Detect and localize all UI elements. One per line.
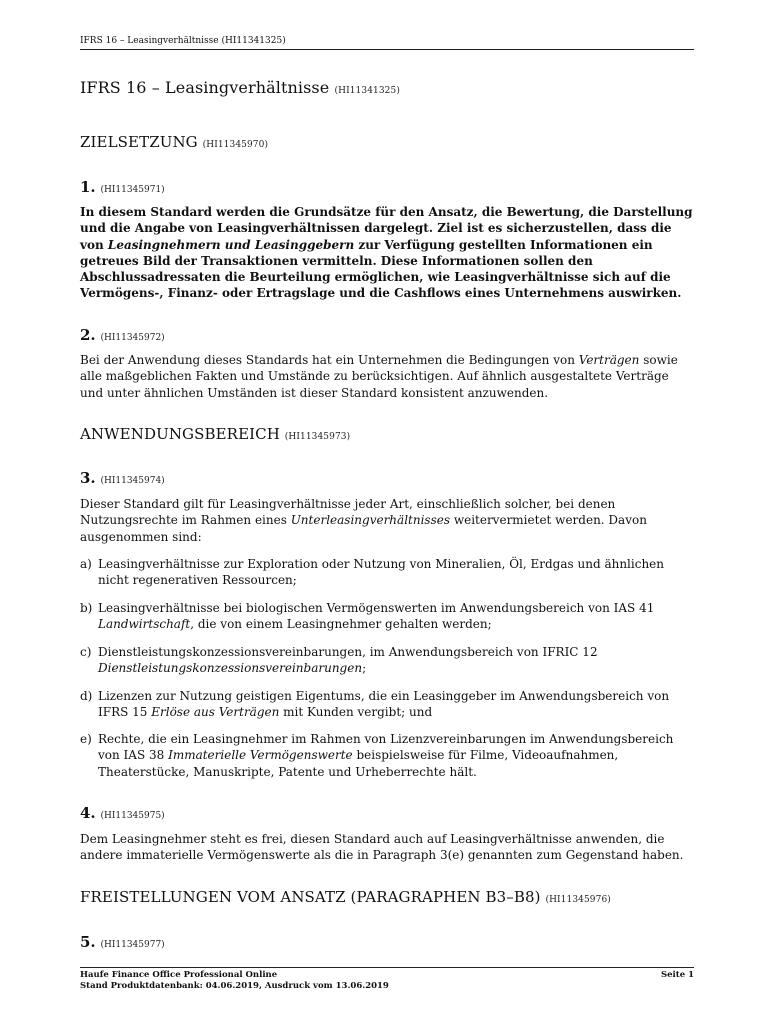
emphasis-run: Immaterielle Vermögenswerte (168, 748, 353, 763)
section-heading-text: ZIELSETZUNG (80, 133, 198, 151)
text-run: beispielsweise für Filme, Videoaufnahmen, Theaterstücke, Manuskripte, Patente und Urheberrechte hält. (98, 748, 619, 779)
list-item-label: e) (80, 732, 92, 746)
page-footer (80, 967, 694, 992)
footer-product: Haufe Finance Office Professional Online (80, 970, 278, 980)
emphasis-run: Erlöse aus Verträgen (151, 705, 280, 720)
paragraph-number-3 (80, 469, 165, 487)
text-run: Leasingverhältnisse bei biologischen Vermögenswerten im Anwendungsbereich von IAS 41 (98, 601, 655, 615)
text-run: mit Kunden vergibt; und (279, 705, 433, 720)
section-heading-freistellungen (80, 888, 611, 906)
list-item-e (80, 731, 694, 780)
section-heading-anwendungsbereich (80, 425, 350, 443)
text-run: , die von einem Leasingnehmer gehalten werden; (190, 617, 492, 632)
section-heading-text: FREISTELLUNGEN VOM ANSATZ (PARAGRAPHEN B3–B8) (80, 888, 541, 906)
section-ref: (HI11345970) (202, 140, 269, 150)
list-item-label: a) (80, 557, 92, 571)
paragraph-ref: (HI11345975) (100, 811, 165, 821)
paragraph-ref: (HI11345972) (100, 333, 165, 343)
text-run: Bei der Anwendung dieses Standards hat ein Unternehmen die Bedingungen von (80, 353, 579, 367)
text-run: Dienstleistungskonzessionsvereinbarungen, im Anwendungsbereich von IFRIC 12 (98, 645, 598, 659)
document-title-ref: (HI11341325) (334, 86, 400, 96)
list-item-label: b) (80, 601, 93, 615)
text-run: In diesem Standard werden die Grundsätze für den Ansatz, die Bewertung, die Darstellung und die Angabe von Leasingverhältnissen dargelegt. Ziel ist es sicherzustellen, dass die von (80, 205, 693, 252)
paragraph-number-1 (80, 178, 165, 196)
section-heading-zielsetzung (80, 133, 268, 151)
emphasis-run: Leasingnehmern und Leasinggebern (107, 237, 355, 252)
text-run: ; (362, 661, 367, 676)
paragraph-ref: (HI11345974) (100, 476, 165, 486)
paragraph-number-4 (80, 804, 165, 822)
list-item-a (80, 556, 694, 589)
list-item-label: d) (80, 689, 93, 703)
footer-date: Stand Produktdatenbank: 04.06.2019, Ausdruck vom 13.06.2019 (80, 981, 389, 991)
paragraph-ref: (HI11345971) (100, 185, 165, 195)
paragraph-2-text (80, 352, 694, 401)
list-item-b (80, 600, 694, 633)
section-ref: (HI11345973) (284, 432, 351, 442)
paragraph-num: 4. (80, 804, 96, 822)
running-header: IFRS 16 – Leasingverhältnisse (HI11341325) (80, 36, 694, 50)
text-run: Dieser Standard gilt für Leasingverhältnisse jeder Art, einschließlich solcher, bei denen Nutzungsrechte im Rahmen eines (80, 497, 616, 528)
emphasis-run: Unterleasingverhältnisses (290, 513, 450, 528)
document-title-text: IFRS 16 – Leasingverhältnisse (80, 78, 330, 97)
paragraph-ref: (HI11345977) (100, 940, 165, 950)
paragraph-num: 1. (80, 178, 96, 196)
document-title (80, 78, 400, 97)
section-heading-text: ANWENDUNGSBEREICH (80, 425, 280, 443)
paragraph-3-text (80, 496, 694, 545)
emphasis-run: Verträgen (578, 353, 640, 367)
text-run: weitervermietet werden. Davon ausgenommen sind: (80, 513, 647, 544)
text-run: zur Verfügung gestellten Informationen ein getreues Bild der Transaktionen vermitteln. Diese Informationen sollen den Abschlussadressaten die Beurteilung ermöglichen, wie Leasingverhältnisse sich auf die Vermögens-, Finanz- oder Ertragslage und die Cashflows eines Unternehmens auswirken. (80, 237, 682, 301)
paragraph-num: 2. (80, 326, 96, 344)
list-item-c (80, 644, 694, 677)
list-item-label: c) (80, 645, 92, 659)
text-run: Leasingverhältnisse zur Exploration oder Nutzung von Mineralien, Öl, Erdgas und ähnlichen nicht regenerativen Ressourcen; (98, 557, 665, 588)
paragraph-num: 5. (80, 933, 96, 951)
list-item-d (80, 688, 694, 721)
footer-page-number: Seite 1 (661, 970, 694, 980)
paragraph-4-text: Dem Leasingnehmer steht es frei, diesen Standard auch auf Leasingverhältnisse anwenden, die andere immaterielle Vermögenswerte als die in Paragraph 3(e) genannten zum Gegenstand haben. (80, 832, 684, 863)
text-run: Lizenzen zur Nutzung geistigen Eigentums, die ein Leasinggeber im Anwendungsbereich von IFRS 15 (98, 689, 670, 720)
text-run: sowie alle maßgeblichen Fakten und Umstände zu berücksichtigen. Auf ähnlich ausgestaltete Verträge und unter ähnlichen Umständen ist dieser Standard konsistent anzuwenden. (80, 353, 678, 400)
emphasis-run: Dienstleistungskonzessionsvereinbarungen (98, 661, 363, 676)
paragraph-1-text (80, 204, 694, 302)
text-run: Rechte, die ein Leasingnehmer im Rahmen von Lizenzvereinbarungen im Anwendungsbereich von IAS 38 (98, 732, 674, 763)
paragraph-num: 3. (80, 469, 96, 487)
emphasis-run: Landwirtschaft (98, 617, 191, 632)
paragraph-number-2 (80, 326, 165, 344)
paragraph-number-5 (80, 933, 165, 951)
section-ref: (HI11345976) (545, 895, 611, 905)
